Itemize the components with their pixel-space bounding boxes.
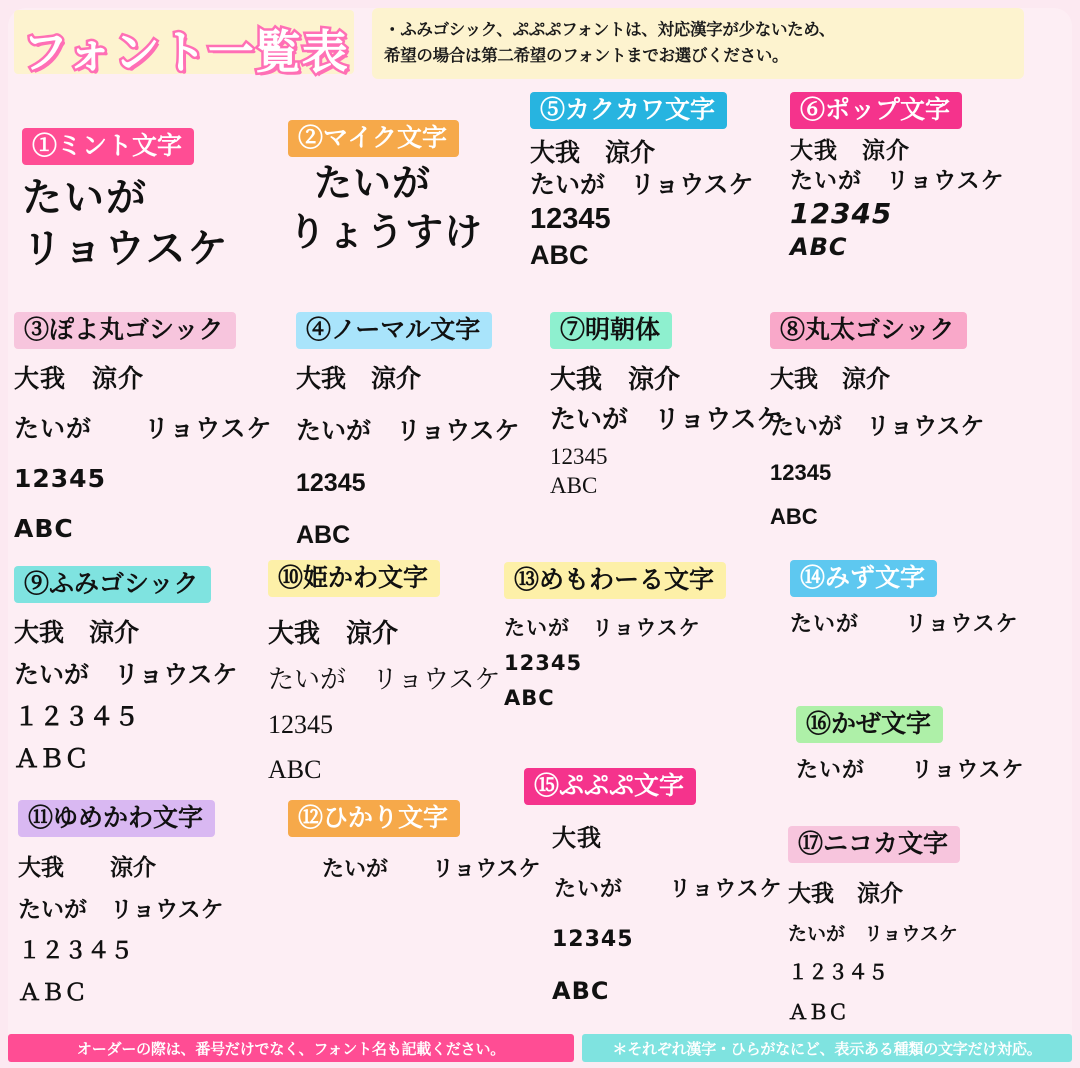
- sample-text: 12345: [550, 443, 608, 469]
- sample-text: 12345: [14, 464, 106, 494]
- sample-text: ABC: [268, 755, 322, 785]
- font-samples-17: [788, 879, 960, 1026]
- sample-text: たいが: [22, 175, 148, 222]
- font-samples-4: [296, 363, 520, 551]
- font-samples-1: [22, 173, 230, 275]
- sample-text: 大我 涼介: [530, 139, 656, 168]
- font-card-6[interactable]: [790, 92, 1005, 263]
- sample-text: 大我 涼介: [790, 138, 910, 165]
- font-samples-16: [796, 757, 1025, 785]
- sample-text: たいが リョウスケ: [18, 895, 224, 922]
- font-card-7[interactable]: [550, 312, 782, 501]
- font-card-15[interactable]: [524, 768, 783, 1007]
- font-samples-10: [268, 617, 500, 786]
- sample-text: 12345: [770, 459, 832, 485]
- font-samples-8: [770, 365, 985, 531]
- font-card-9[interactable]: [14, 566, 238, 775]
- sample-text: たいが リョウスケ: [554, 876, 783, 902]
- font-label-14: ⑭みず文字: [790, 560, 937, 597]
- font-label-7: ⑦明朝体: [550, 312, 672, 349]
- sample-text: １２３４５: [14, 703, 140, 732]
- font-label-2: ②マイク文字: [288, 120, 459, 157]
- font-samples-5: [530, 137, 754, 273]
- font-label-6: ⑥ポップ文字: [790, 92, 962, 129]
- font-samples-15: [524, 823, 783, 1007]
- sample-text: ABC: [296, 521, 351, 550]
- sample-text: ABC: [790, 232, 848, 261]
- sample-text: 大我: [552, 824, 602, 853]
- font-label-4: ④ノーマル文字: [296, 312, 492, 349]
- font-label-13: ⑬めもわーる文字: [504, 562, 726, 599]
- sample-text: ABC: [14, 514, 74, 544]
- font-card-5[interactable]: [530, 92, 754, 273]
- font-label-12: ⑫ひかり文字: [288, 800, 460, 837]
- note-line-1: ・ふみゴシック、ぷぷぷフォントは、対応漢字が少ないため、: [384, 21, 836, 39]
- sample-text: たいが リョウスケ: [14, 414, 273, 444]
- font-samples-14: [790, 611, 1019, 639]
- font-label-9: ⑨ふみゴシック: [14, 566, 211, 603]
- font-card-2[interactable]: [288, 120, 483, 257]
- font-card-14[interactable]: [790, 560, 1019, 639]
- font-card-1[interactable]: [22, 128, 230, 276]
- sample-text: りょうすけ: [288, 209, 484, 254]
- sample-text: たいが: [314, 161, 432, 206]
- font-label-15: ⑮ぷぷぷ文字: [524, 768, 696, 805]
- page-title: フォント一覧表: [22, 26, 349, 78]
- sample-text: １２３４５: [788, 962, 888, 984]
- sample-text: 12345: [296, 469, 366, 498]
- font-label-11: ⑪ゆめかわ文字: [18, 800, 215, 837]
- sample-text: たいが リョウスケ: [14, 661, 238, 690]
- sample-text: たいが リョウスケ: [550, 404, 783, 434]
- font-samples-11: [18, 853, 224, 1007]
- font-samples-3: [14, 363, 273, 545]
- font-label-16: ⑯かぜ文字: [796, 706, 943, 743]
- sample-text: たいが リョウスケ: [770, 412, 985, 440]
- font-samples-6: [790, 137, 1005, 262]
- sample-text: 12345: [268, 709, 333, 739]
- font-card-3[interactable]: [14, 312, 273, 545]
- sample-text: たいが リョウスケ: [530, 171, 754, 200]
- font-card-16[interactable]: [796, 706, 1025, 785]
- sample-text: 12345: [790, 197, 893, 231]
- sample-text: たいが リョウスケ: [790, 612, 1019, 638]
- sample-text: ABC: [550, 473, 598, 499]
- font-samples-9: [14, 617, 238, 775]
- sample-text: 大我 涼介: [550, 365, 681, 395]
- font-card-17[interactable]: [788, 826, 960, 1026]
- note-banner: [372, 8, 1024, 79]
- font-card-4[interactable]: [296, 312, 520, 551]
- sample-text: たいが リョウスケ: [788, 923, 958, 945]
- sample-text: 大我 涼介: [770, 366, 890, 394]
- sample-text: ＡＢＣ: [788, 1001, 848, 1024]
- sample-text: たいが リョウスケ: [268, 664, 501, 694]
- sample-text: たいが リョウスケ: [504, 616, 701, 641]
- sample-text: 大我 涼介: [18, 854, 156, 881]
- sample-text: ABC: [504, 686, 555, 710]
- sample-text: ABC: [530, 240, 589, 271]
- font-samples-12: [288, 855, 541, 883]
- font-card-13[interactable]: [504, 562, 726, 712]
- sample-text: ABC: [552, 977, 610, 1006]
- sample-text: 12345: [530, 203, 611, 236]
- sample-text: 12345: [552, 927, 634, 953]
- font-card-8[interactable]: [770, 312, 985, 531]
- font-label-5: ⑤カクカワ文字: [530, 92, 727, 129]
- font-samples-13: [504, 615, 726, 712]
- sample-text: 大我 涼介: [788, 880, 903, 907]
- sample-text: たいが リョウスケ: [296, 417, 520, 446]
- sample-text: 大我 涼介: [296, 365, 422, 394]
- sample-text: ＡＢＣ: [18, 978, 87, 1005]
- font-label-3: ③ぽよ丸ゴシック: [14, 312, 236, 349]
- font-label-10: ⑩姫かわ文字: [268, 560, 440, 597]
- sample-text: たいが リョウスケ: [790, 167, 1005, 194]
- font-card-12[interactable]: [288, 800, 541, 883]
- sample-text: 大我 涼介: [14, 619, 140, 648]
- footer-note-right: ＊それぞれ漢字・ひらがなにど、表示ある種類の文字だけ対応。: [582, 1034, 1072, 1062]
- font-card-11[interactable]: [18, 800, 224, 1007]
- sample-text: ＡＢＣ: [14, 745, 90, 774]
- note-line-2: 希望の場合は第二希望のフォントまでお選びください。: [384, 46, 789, 65]
- font-card-10[interactable]: [268, 560, 500, 786]
- sample-text: １２３４５: [18, 937, 133, 964]
- sample-text: 大我 涼介: [268, 618, 399, 649]
- sample-text: たいが リョウスケ: [796, 758, 1025, 784]
- font-samples-2: [288, 159, 483, 256]
- sample-text: ABC: [770, 503, 818, 529]
- sample-text: たいが リョウスケ: [322, 856, 541, 882]
- sample-text: リョウスケ: [22, 226, 230, 273]
- font-label-1: ①ミント文字: [22, 128, 194, 165]
- footer-note-left: オーダーの際は、番号だけでなく、フォント名も記載ください。: [8, 1034, 574, 1062]
- sample-text: 大我 涼介: [14, 364, 145, 394]
- sample-text: 12345: [504, 651, 583, 676]
- font-samples-7: [550, 363, 782, 500]
- font-label-17: ⑰ニコカ文字: [788, 826, 960, 863]
- font-label-8: ⑧丸太ゴシック: [770, 312, 967, 349]
